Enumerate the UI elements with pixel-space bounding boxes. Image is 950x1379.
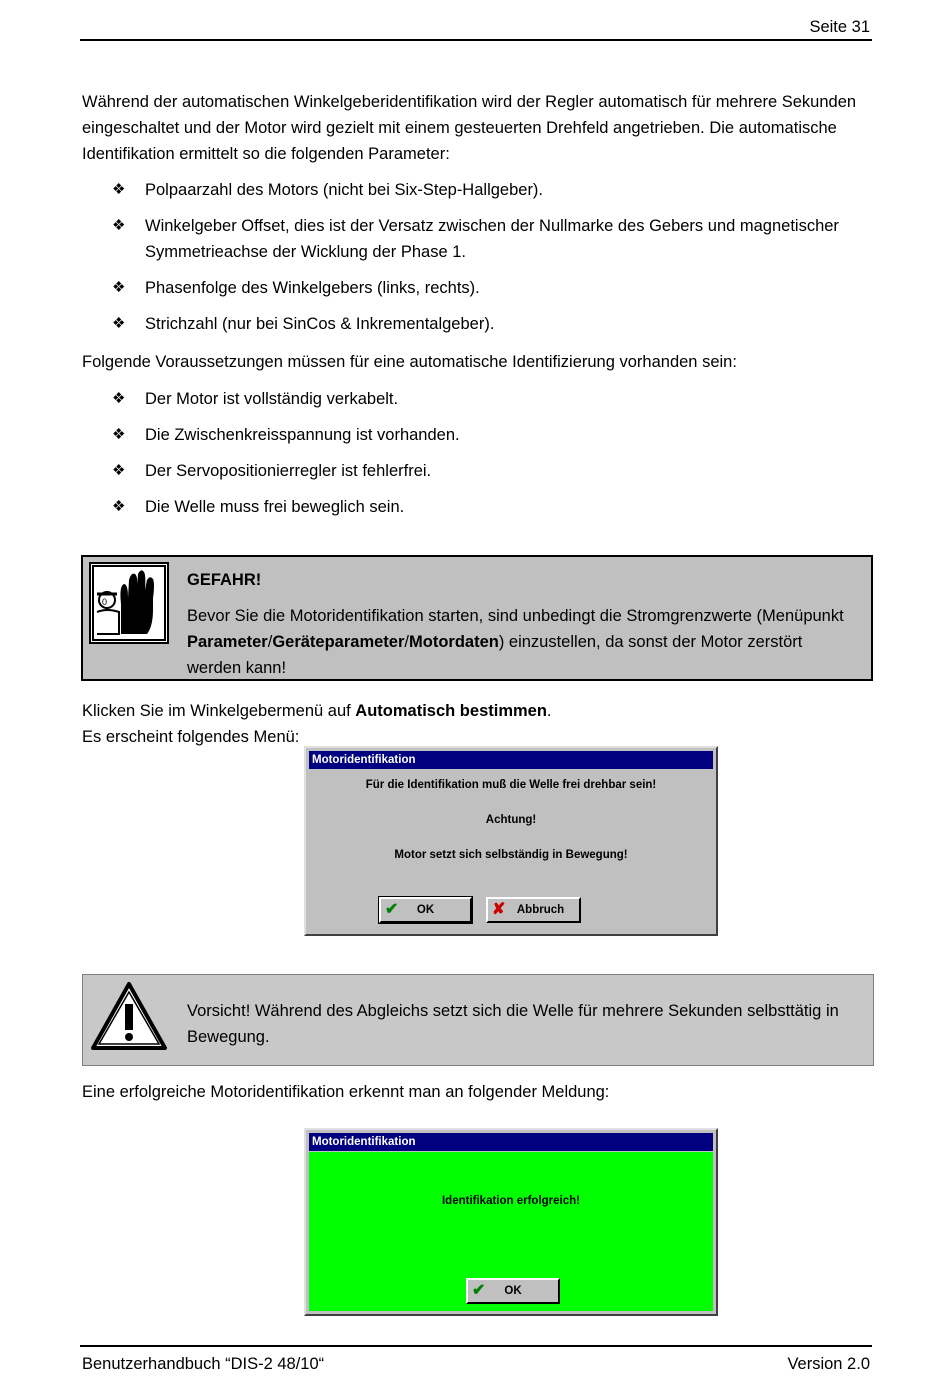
list-item: ❖ Die Zwischenkreisspannung ist vorhanden. (112, 422, 872, 448)
warning-triangle-icon (89, 980, 169, 1057)
list-item: ❖ Der Servopositionierregler ist fehlerfrei. (112, 458, 872, 484)
requirements-list (112, 386, 872, 520)
danger-title: GEFAHR! (187, 571, 262, 589)
requirements-paragraph: Folgende Voraussetzungen müssen für eine automatische Identifizierung vorhanden sein: (82, 353, 737, 371)
bullet-icon: ❖ (112, 390, 126, 407)
stop-hand-icon (89, 562, 169, 644)
bullet-icon: ❖ (112, 498, 126, 515)
success-message: Identifikation erfolgreich! (441, 1195, 580, 1207)
cross-icon: ✘ (492, 901, 506, 918)
success-dialog (304, 1128, 718, 1316)
dialog-title: Motoridentifikation (309, 751, 713, 769)
cancel-button[interactable]: ✘ Abbruch (486, 897, 581, 923)
list-item: ❖ Winkelgeber Offset, dies ist der Versatz zwischen der Nullmarke des Gebers und magnetischer Symmetrieachse der Wicklung der Phase 1. (112, 213, 872, 265)
dialog-message-2: Motor setzt sich selbständig in Bewegung! (394, 849, 628, 861)
success-intro: Eine erfolgreiche Motoridentifikation erkennt man an folgender Meldung: (82, 1083, 610, 1101)
intro-paragraph: Während der automatischen Winkelgeberidentifikation wird der Regler automatisch für mehrere Sekunden eingeschaltet und der Motor wird gezielt mit einem gesteuerten Drehfeld angetrieben. Die automatische Identifikation ermittelt so die folgenden Parameter: (82, 93, 857, 163)
dialog-title: Motoridentifikation (309, 1133, 713, 1151)
ok-button[interactable]: ✔ OK (379, 897, 472, 923)
footer-version: Version 2.0 (787, 1355, 870, 1373)
bullet-icon: ❖ (112, 462, 126, 479)
caution-box (82, 974, 874, 1066)
bullet-icon: ❖ (112, 181, 126, 198)
bullet-icon: ❖ (112, 279, 126, 296)
danger-text: Bevor Sie die Motoridentifikation starten, sind unbedingt die Stromgrenzwerte (Menüpunkt Parameter/Geräteparameter/Motordaten) einzustellen, da sonst der Motor zerstört werden kann! (187, 607, 844, 677)
list-item: ❖ Strichzahl (nur bei SinCos & Inkrementalgeber). (112, 311, 872, 337)
svg-text:0: 0 (102, 597, 108, 607)
dialog-warning: Achtung! (485, 814, 537, 826)
footer-divider (80, 1345, 872, 1347)
list-item: ❖ Die Welle muss frei beweglich sein. (112, 494, 872, 520)
footer-title: Benutzerhandbuch “DIS-2 48/10“ (82, 1355, 325, 1373)
instruction-line: Klicken Sie im Winkelgebermenü auf Automatisch bestimmen. (82, 702, 552, 720)
header-divider (80, 39, 872, 41)
ok-button[interactable]: ✔ OK (466, 1278, 560, 1304)
dialog-message: Für die Identifikation muß die Welle frei drehbar sein! (365, 779, 657, 791)
list-item: ❖ Phasenfolge des Winkelgebers (links, rechts). (112, 275, 872, 301)
bullet-icon: ❖ (112, 426, 126, 443)
bullet-icon: ❖ (112, 217, 126, 234)
page-number: Seite 31 (809, 18, 870, 36)
list-item: ❖ Der Motor ist vollständig verkabelt. (112, 386, 872, 412)
instruction-line-2: Es erscheint folgendes Menü: (82, 728, 300, 746)
bullet-icon: ❖ (112, 315, 126, 332)
caution-text: Vorsicht! Während des Abgleichs setzt sich die Welle für mehrere Sekunden selbsttätig in Bewegung. (187, 1002, 839, 1046)
check-icon: ✔ (472, 1282, 486, 1299)
danger-box (81, 555, 873, 681)
motoridentifikation-dialog (304, 746, 718, 936)
list-item: ❖ Polpaarzahl des Motors (nicht bei Six-Step-Hallgeber). (112, 177, 872, 203)
parameter-list (112, 177, 872, 337)
check-icon: ✔ (385, 901, 399, 918)
